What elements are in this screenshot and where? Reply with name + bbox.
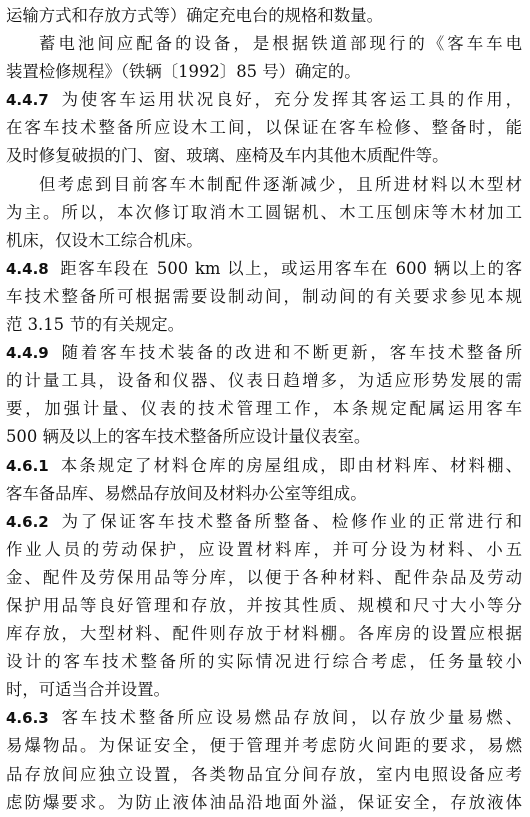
text-line: 要，加强计量、仪表的技术管理工作，本条规定配属运用客车	[6, 399, 522, 419]
text-line: 为主。所以，本次修订取消木工圆锯机、木工压刨床等木材加工	[6, 202, 522, 222]
text-line: 时，可适当合并设置。	[6, 680, 170, 700]
text-line: 金、配件及劳保用品等分库，以便于各种材料、配件杂品及劳动	[6, 567, 522, 587]
clause-4-6-2: 4.6.2 为了保证客车技术整备所整备、检修作业的正常进行和	[6, 511, 522, 531]
text-line: 设计的客车技术整备所的实际情况进行综合考虑，任务量较小	[6, 652, 522, 672]
text-line: 品存放间应独立设置，各类物品宜分间存放，室内电照设备应考	[6, 764, 522, 784]
text-line: 蓄电池间应配备的设备，是根据铁道部现行的《客车车电	[39, 34, 522, 54]
text-line: 车技术整备所可根据需要设制动间，制动间的有关要求参见本规	[6, 286, 522, 306]
clause-4-4-8: 4.4.8 距客车段在 500 km 以上，或运用客车在 600 辆以上的客	[6, 258, 522, 278]
clause-4-4-7: 4.4.7 为使客车运用状况良好，充分发挥其客运工具的作用，	[6, 90, 522, 110]
clause-number: 4.6.2	[6, 512, 49, 531]
text-line: 作业人员的劳动保护，应设置材料库，并可分设为材料、小五	[6, 539, 522, 559]
clause-number: 4.6.1	[6, 456, 49, 475]
text-line: 装置检修规程》（铁辆〔1992〕85 号）确定的。	[6, 62, 361, 82]
clause-number: 4.4.9	[6, 344, 49, 363]
text-line: 保护用品等良好管理和存放，并按其性质、规模和尺寸大小等分	[6, 595, 522, 615]
text-line: 运输方式和存放方式等）确定充电台的规格和数量。	[6, 6, 383, 25]
text-line: 机床，仅设木工综合机床。	[6, 230, 203, 250]
clause-number: 4.4.7	[6, 91, 49, 110]
clause-4-6-3: 4.6.3 客车技术整备所应设易燃品存放间，以存放少量易燃、	[6, 708, 522, 728]
clause-number: 4.4.8	[6, 259, 49, 278]
clause-number: 4.6.3	[6, 709, 49, 728]
text-line: 的计量工具，设备和仪器、仪表日趋增多，为适应形势发展的需	[6, 371, 522, 391]
clause-4-6-1: 4.6.1 本条规定了材料仓库的房屋组成，即由材料库、材料棚、	[6, 455, 522, 475]
clause-4-4-9: 4.4.9 随着客车技术装备的改进和不断更新，客车技术整备所	[6, 343, 522, 363]
text-line: 在客车技术整备所应设木工间，以保证在客车检修、整备时，能	[6, 118, 522, 138]
text-line: 易爆物品。为保证安全，便于管理并考虑防火间距的要求，易燃	[6, 736, 522, 756]
text-line: 及时修复破损的门、窗、玻璃、座椅及车内其他木质配件等。	[6, 146, 449, 166]
text-line: 虑防爆要求。为防止液体油品沿地面外溢，保证安全，存放液体	[6, 792, 522, 812]
text-line: 库存放，大型材料、配件则存放于材料棚。各库房的设置应根据	[6, 624, 522, 644]
text-line: 500 辆及以上的客车技术整备所应设计量仪表室。	[6, 427, 371, 447]
text-line: 客车备品库、易燃品存放间及材料办公室等组成。	[6, 483, 367, 503]
text-line: 但考虑到目前客车木制配件逐渐减少，且所进材料以木型材	[39, 174, 522, 194]
text-line: 范 3.15 节的有关规定。	[6, 315, 185, 335]
